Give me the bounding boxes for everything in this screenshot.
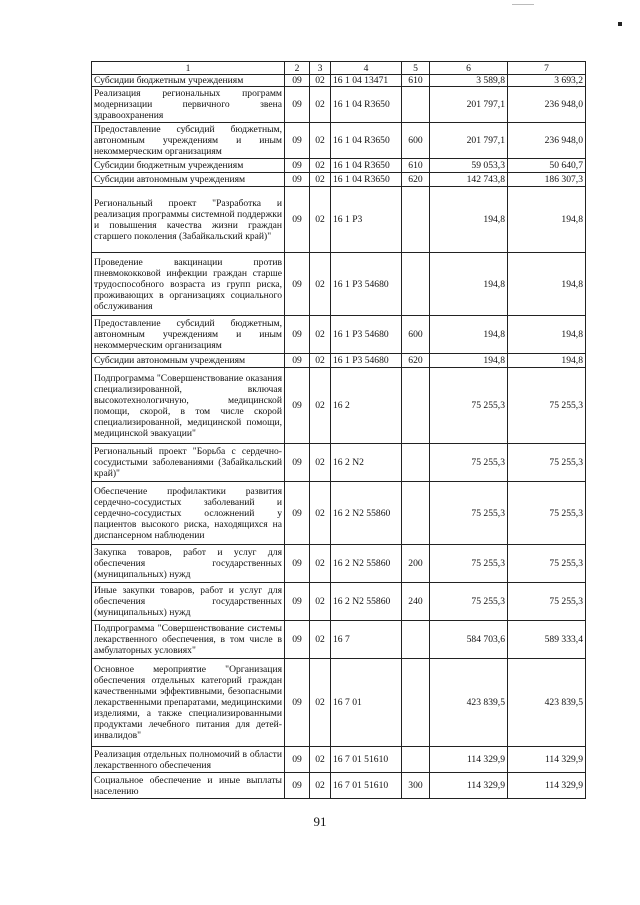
row-expense-type: 620: [402, 354, 430, 368]
table-row: [92, 87, 586, 123]
row-section: 09: [285, 316, 310, 354]
table-row: [92, 253, 586, 316]
row-amount-col7: 236 948,0: [508, 123, 586, 159]
header-cell: 5: [402, 62, 430, 75]
row-amount-col7: 114 329,9: [508, 773, 586, 799]
row-amount-col6: 114 329,9: [430, 773, 508, 799]
row-expense-type: [402, 253, 430, 316]
row-amount-col7: 236 948,0: [508, 87, 586, 123]
table-row: [92, 621, 586, 659]
row-name: Основное мероприятие "Организация обеспечения отдельных категорий граждан качественными эффективными, безопасными лекарственными препаратами, медицинскими изделиями, а также специализированными продуктами лечебного питания для детей-инвалидов": [92, 659, 285, 747]
row-subsection: 02: [310, 773, 331, 799]
row-target-code: 16 1 P3 54680: [331, 354, 402, 368]
row-section: 09: [285, 659, 310, 747]
header-cell: 2: [285, 62, 310, 75]
row-expense-type: 300: [402, 773, 430, 799]
row-target-code: 16 2 N2 55860: [331, 583, 402, 621]
header-cell: 1: [92, 62, 285, 75]
row-amount-col7: 75 255,3: [508, 368, 586, 444]
row-expense-type: 200: [402, 545, 430, 583]
row-subsection: 02: [310, 354, 331, 368]
row-target-code: 16 1 04 R3650: [331, 87, 402, 123]
table-row: [92, 187, 586, 253]
table-row: [92, 159, 586, 173]
row-name: Обеспечение профилактики развития сердечно-сосудистых заболеваний и сердечно-сосудистых осложнений у пациентов высокого риска, находящихся на диспансерном наблюдении: [92, 482, 285, 545]
row-subsection: 02: [310, 316, 331, 354]
table-row: [92, 368, 586, 444]
row-amount-col6: 142 743,8: [430, 173, 508, 187]
row-amount-col6: 201 797,1: [430, 123, 508, 159]
row-section: 09: [285, 75, 310, 87]
table-row: [92, 173, 586, 187]
row-amount-col6: 194,8: [430, 253, 508, 316]
row-section: 09: [285, 482, 310, 545]
row-expense-type: [402, 747, 430, 773]
row-expense-type: [402, 659, 430, 747]
row-name: Региональный проект "Борьба с сердечно-сосудистыми заболеваниями (Забайкальский край)": [92, 444, 285, 482]
row-subsection: 02: [310, 159, 331, 173]
row-section: 09: [285, 253, 310, 316]
row-name: Предоставление субсидий бюджетным, автономным учреждениям и иным некоммерческим организациям: [92, 123, 285, 159]
row-amount-col6: 75 255,3: [430, 545, 508, 583]
row-name: Субсидии автономным учреждениям: [92, 354, 285, 368]
row-amount-col6: 59 053,3: [430, 159, 508, 173]
row-amount-col6: 423 839,5: [430, 659, 508, 747]
row-name: Региональный проект "Разработка и реализация программы системной поддержки и повышения качества жизни граждан старшего поколения (Забайкальский край)": [92, 187, 285, 253]
row-target-code: 16 7 01 51610: [331, 747, 402, 773]
table-row: [92, 354, 586, 368]
row-section: 09: [285, 187, 310, 253]
row-section: 09: [285, 545, 310, 583]
row-expense-type: [402, 368, 430, 444]
row-amount-col6: 75 255,3: [430, 583, 508, 621]
row-subsection: 02: [310, 87, 331, 123]
row-amount-col7: 194,8: [508, 253, 586, 316]
row-section: 09: [285, 583, 310, 621]
row-section: 09: [285, 773, 310, 799]
row-amount-col6: 75 255,3: [430, 444, 508, 482]
table-row: [92, 545, 586, 583]
row-subsection: 02: [310, 253, 331, 316]
row-expense-type: [402, 482, 430, 545]
header-cell: 4: [331, 62, 402, 75]
row-target-code: 16 1 04 R3650: [331, 159, 402, 173]
row-name: Подпрограмма "Совершенствование системы лекарственного обеспечения, в том числе в амбулаторных условиях": [92, 621, 285, 659]
row-amount-col6: 114 329,9: [430, 747, 508, 773]
header-cell: 7: [508, 62, 586, 75]
row-amount-col6: 584 703,6: [430, 621, 508, 659]
table-row: [92, 583, 586, 621]
row-amount-col6: 194,8: [430, 354, 508, 368]
row-subsection: 02: [310, 659, 331, 747]
row-amount-col6: 75 255,3: [430, 368, 508, 444]
row-name: Иные закупки товаров, работ и услуг для обеспечения государственных (муниципальных) нужд: [92, 583, 285, 621]
row-name: Субсидии бюджетным учреждениям: [92, 75, 285, 87]
row-name: Реализация региональных программ модернизации первичного звена здравоохранения: [92, 87, 285, 123]
row-amount-col7: 114 329,9: [508, 747, 586, 773]
row-section: 09: [285, 87, 310, 123]
scan-dot: [618, 22, 622, 26]
row-target-code: 16 2 N2: [331, 444, 402, 482]
row-amount-col7: 75 255,3: [508, 583, 586, 621]
row-section: 09: [285, 747, 310, 773]
row-name: Закупка товаров, работ и услуг для обеспечения государственных (муниципальных) нужд: [92, 545, 285, 583]
row-subsection: 02: [310, 444, 331, 482]
row-section: 09: [285, 159, 310, 173]
row-target-code: 16 2 N2 55860: [331, 545, 402, 583]
row-expense-type: [402, 444, 430, 482]
row-expense-type: 600: [402, 316, 430, 354]
row-amount-col6: 194,8: [430, 316, 508, 354]
row-target-code: 16 2 N2 55860: [331, 482, 402, 545]
row-target-code: 16 7: [331, 621, 402, 659]
row-expense-type: [402, 621, 430, 659]
table-row: [92, 444, 586, 482]
row-target-code: 16 1 P3: [331, 187, 402, 253]
row-subsection: 02: [310, 545, 331, 583]
row-expense-type: 240: [402, 583, 430, 621]
row-amount-col7: 194,8: [508, 354, 586, 368]
table-row: [92, 75, 586, 87]
table-row: [92, 123, 586, 159]
table-header-row: [92, 62, 586, 75]
row-subsection: 02: [310, 187, 331, 253]
row-section: 09: [285, 173, 310, 187]
row-amount-col7: 75 255,3: [508, 482, 586, 545]
row-section: 09: [285, 354, 310, 368]
row-subsection: 02: [310, 482, 331, 545]
row-target-code: 16 1 04 R3650: [331, 173, 402, 187]
row-amount-col6: 3 589,8: [430, 75, 508, 87]
row-expense-type: 600: [402, 123, 430, 159]
table-row: [92, 482, 586, 545]
row-subsection: 02: [310, 75, 331, 87]
row-amount-col6: 201 797,1: [430, 87, 508, 123]
row-expense-type: [402, 87, 430, 123]
budget-table: [91, 61, 586, 799]
row-amount-col7: 194,8: [508, 316, 586, 354]
row-amount-col7: 589 333,4: [508, 621, 586, 659]
row-subsection: 02: [310, 583, 331, 621]
row-expense-type: 610: [402, 159, 430, 173]
row-target-code: 16 1 04 13471: [331, 75, 402, 87]
scan-mark: [512, 4, 534, 5]
row-target-code: 16 1 P3 54680: [331, 253, 402, 316]
row-amount-col6: 194,8: [430, 187, 508, 253]
row-amount-col6: 75 255,3: [430, 482, 508, 545]
row-subsection: 02: [310, 621, 331, 659]
row-name: Проведение вакцинации против пневмококковой инфекции граждан старше трудоспособного возраста из групп риска, проживающих в организациях социального обслуживания: [92, 253, 285, 316]
row-subsection: 02: [310, 123, 331, 159]
table-row: [92, 773, 586, 799]
row-amount-col7: 75 255,3: [508, 545, 586, 583]
row-target-code: 16 7 01: [331, 659, 402, 747]
row-subsection: 02: [310, 173, 331, 187]
row-amount-col7: 3 693,2: [508, 75, 586, 87]
row-name: Предоставление субсидий бюджетным, автономным учреждениям и иным некоммерческим организациям: [92, 316, 285, 354]
row-target-code: 16 7 01 51610: [331, 773, 402, 799]
table-row: [92, 747, 586, 773]
table-row: [92, 659, 586, 747]
row-section: 09: [285, 621, 310, 659]
header-cell: 3: [310, 62, 331, 75]
page-number: 91: [313, 814, 327, 829]
row-subsection: 02: [310, 368, 331, 444]
row-expense-type: 610: [402, 75, 430, 87]
row-expense-type: [402, 187, 430, 253]
row-amount-col7: 75 255,3: [508, 444, 586, 482]
table-row: [92, 316, 586, 354]
row-subsection: 02: [310, 747, 331, 773]
row-target-code: 16 1 04 R3650: [331, 123, 402, 159]
row-target-code: 16 1 P3 54680: [331, 316, 402, 354]
row-target-code: 16 2: [331, 368, 402, 444]
row-name: Субсидии бюджетным учреждениям: [92, 159, 285, 173]
row-section: 09: [285, 444, 310, 482]
row-section: 09: [285, 123, 310, 159]
row-amount-col7: 50 640,7: [508, 159, 586, 173]
header-cell: 6: [430, 62, 508, 75]
row-name: Субсидии автономным учреждениям: [92, 173, 285, 187]
row-expense-type: 620: [402, 173, 430, 187]
row-name: Реализация отдельных полномочий в области лекарственного обеспечения: [92, 747, 285, 773]
row-name: Социальное обеспечение и иные выплаты населению: [92, 773, 285, 799]
row-section: 09: [285, 368, 310, 444]
row-amount-col7: 186 307,3: [508, 173, 586, 187]
row-name: Подпрограмма "Совершенствование оказания специализированной, включая высокотехнологичную, медицинской помощи, скорой, в том числе скорой специализированной, медицинской помощи, медицинской эвакуации": [92, 368, 285, 444]
row-amount-col7: 194,8: [508, 187, 586, 253]
row-amount-col7: 423 839,5: [508, 659, 586, 747]
